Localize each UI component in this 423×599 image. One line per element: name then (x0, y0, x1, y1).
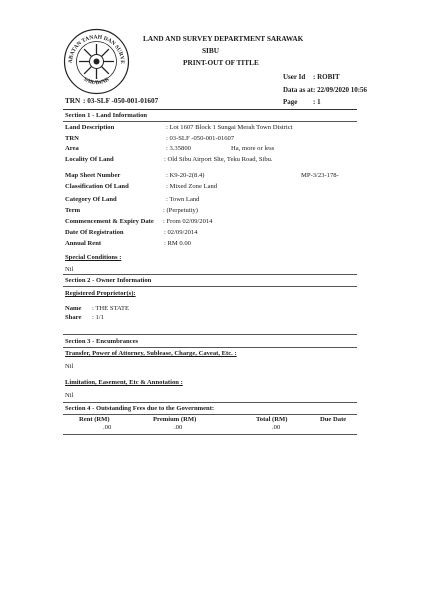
section-3-top-divider (63, 334, 357, 335)
page-label: Page (283, 98, 298, 106)
special-conditions-value: Nil (65, 266, 74, 273)
owner-share-label: Share (65, 314, 82, 321)
annual-rent-label: Annual Rent (65, 240, 102, 247)
land-description-label: Land Description (65, 124, 115, 131)
section-3-heading: Section 3 - Encumbrances (65, 338, 139, 345)
owner-share-value: : 1/1 (92, 314, 104, 321)
page-value: : 1 (313, 98, 321, 106)
svg-text:JABATAN TANAH DAN SURVEI: ABATAN TANAH DAN SURVE (67, 34, 126, 65)
section-4-top-divider (63, 402, 357, 403)
document-title: PRINT-OUT OF TITLE (183, 58, 259, 67)
category-value: : Town Land (166, 196, 200, 203)
term-label: Term (65, 207, 81, 214)
locality-label: Locality Of Land (65, 156, 114, 163)
fees-column-premium: Premium (RM) (153, 416, 197, 423)
fees-value-total: .00 (272, 424, 281, 431)
office-name: SIBU (202, 46, 220, 55)
locality-value: : Old Sibu Airport Slte, Teku Road, Sibu. (164, 156, 273, 163)
commencement-value: : From 02/09/2014 (163, 218, 213, 225)
department-name: LAND AND SURVEY DEPARTMENT SARAWAK (143, 34, 304, 43)
owner-name-value: : THE STATE (92, 305, 130, 312)
classification-label: Classification Of Land (65, 183, 129, 190)
data-date-label: Data as at (283, 86, 313, 94)
transfer-label: Transfer, Power of Attorney, Sublease, Charge, Caveat, Etc. : (65, 350, 237, 357)
land-description-value: : Lot 1607 Block 1 Sungai Merah Town District (166, 124, 293, 131)
trn-header-label: TRN (65, 97, 81, 105)
section-1-divider (63, 121, 357, 122)
annual-rent-value: : RM 0.00 (164, 240, 191, 247)
category-label: Category Of Land (65, 196, 117, 203)
classification-value: : Mixed Zone Land (166, 183, 218, 190)
limitation-value: Nil (65, 392, 74, 399)
fees-column-total: Total (RM) (256, 416, 288, 423)
trn-value: : 03-SLF -050-001-01607 (166, 135, 235, 142)
trn-label: TRN (65, 135, 79, 142)
registered-proprietor-label: Registered Proprietor(s): (65, 290, 136, 297)
area-label: Area (65, 145, 79, 152)
svg-text:SARAWAK: SARAWAK (82, 76, 111, 87)
area-value: : 3.35800 (166, 145, 191, 152)
area-unit: Ha, more or less (231, 145, 275, 152)
commencement-label: Commencement & Expiry Date (65, 218, 154, 225)
department-seal (62, 27, 131, 96)
fees-value-premium: .00 (174, 424, 183, 431)
map-sheet-label: Map Sheet Number (65, 172, 121, 179)
registration-date-label: Date Of Registration (65, 229, 124, 236)
section-2-divider (63, 286, 357, 287)
limitation-label: Limitation, Easement, Etc & Annotation : (65, 379, 183, 386)
fees-column-rent: Rent (RM) (79, 416, 110, 423)
user-id-value: : ROBIT (313, 73, 340, 81)
header-divider (63, 109, 357, 110)
special-conditions-label: Special Conditions : (65, 254, 122, 261)
transfer-value: Nil (65, 363, 74, 370)
owner-name-label: Name (65, 305, 82, 312)
section-4-divider (63, 414, 357, 415)
registration-date-value: : 02/09/2014 (164, 229, 198, 236)
trn-header-value: : 03-SLF -050-001-01607 (83, 97, 159, 105)
section-4-heading: Section 4 - Outstanding Fees due to the Government: (65, 405, 215, 412)
section-2-top-divider (63, 274, 357, 275)
fees-column-due-date: Due Date (320, 416, 347, 423)
map-reference: MP-3/23-178- (301, 172, 339, 179)
section-2-heading: Section 2 - Owner Information (65, 277, 152, 284)
term-value: : (Perpetuity) (163, 207, 198, 214)
map-sheet-value: : K9-20-2(8.4) (166, 172, 205, 179)
fees-value-rent: .00 (103, 424, 112, 431)
user-id-label: User Id (283, 73, 306, 81)
data-date-value: : 22/09/2020 10:56 (313, 86, 368, 94)
section-4-bottom-divider (63, 434, 357, 435)
section-1-heading: Section 1 - Land Information (65, 112, 148, 119)
section-3-divider (63, 347, 357, 348)
